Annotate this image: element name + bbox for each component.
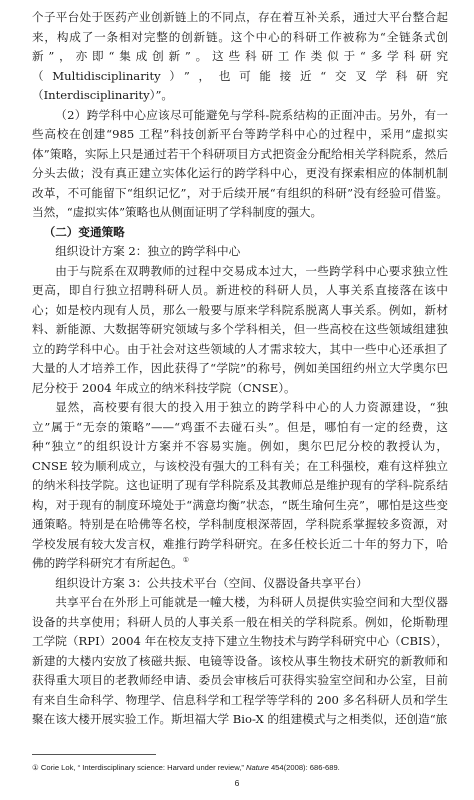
footnote: [32, 763, 452, 773]
paragraph-point-2: （2）跨学科中心应该尽可能避免与学科-院系结构的正面冲击。另外，有一些高校在创建“985 工程”科技创新平台等跨学科中心的过程中，采用“虚拟实体”策略，实际上只是通过若干个科研项目方式把资金分配给相关学科院系，然后分头去做；没有真正建立实体化运行的跨学科中心，更没有探索相应的体制机制改革，不可能留下“组织记忆”，对于后续开展“有组织的科研”没有经验可借鉴。当然，“虚拟实体”策略也从侧面证明了学科制度的强大。: [32, 107, 448, 219]
footnote-text-before: Corie Lok, “ Interdisciplinary science: Harvard under review,”: [38, 763, 247, 772]
scheme-2-heading: 组织设计方案 2：独立的跨学科中心: [55, 244, 241, 258]
scheme-2-paragraph-text: 显然，高校要有很大的投入用于独立的跨学科中心的人力资源建设，“独立”属于“无奈的策略”——“鸡蛋不去碰石头”。但是，哪怕有一定的经费，这种“独立”的组织设计方案并不容易实施。例如，奥尔巴尼分校的教授认为，CNSE 较为顺利成立，与该校没有强大的工科有关；在工科强校，难有这样独立的纳米科技学院。这也证明了现有学科院系及其教师总是维护现有的学科-院系结构，对于现有的制度环境处于“满意均衡”状态，“既生瑜何生亮”，哪怕是这些变通策略。特别是在哈佛等名校，学科制度根深蒂固，学科院系掌握较多资源，对学校发展有较大发言权，难推行跨学科研究。在多任校长近二十年的努力下，哈佛的跨学科研究才有所起色。: [32, 400, 448, 570]
footnote-reference[interactable]: ①: [182, 556, 190, 565]
section-heading: （二）变通策略: [43, 224, 125, 239]
scheme-3-heading: 组织设计方案 3：公共技术平台（空间、仪器设备共享平台）: [55, 575, 368, 590]
scheme-2-paragraph: [32, 398, 448, 574]
footnote-journal: Nature: [246, 763, 269, 772]
footnote-mark: ①: [32, 763, 39, 772]
page-number: 6: [234, 778, 240, 788]
paragraph-continued: 个子平台处于医药产业创新链上的不同点，存在着互补关系，通过大平台整合起来，构成了一条相对完整的创新链。这个中心的科研工作被称为“全链条式创新”，亦即“集成创新”。这些科研工作类似于“多学科研究（Multidisciplinarity）”，也可能接近“交叉学科研究（Interdisciplinarity）”。: [32, 10, 448, 102]
footnote-divider: [32, 754, 156, 755]
scheme-3-paragraph: 共享平台在外形上可能就是一幢大楼，为科研人员提供实验空间和大型仪器设备的共享使用；科研人员的人事关系一般在相关的学科院系。例如，伦斯勒理工学院（RPI）2004 年在校友支持下建立生物技术与跨学科研究中心（CBIS），新建的大楼内安放了核磁共振、电镜等设备。该校从事生物技术研究的新教师和获得重大项目的老教师经申请、委员会审核后可获得实验室空间和办公室，目前有来自生命科学、物理学、信息科学和工程学等学科的 200 多名科研人员和学生聚在该大楼开展实验工作。斯坦福大学 Bio-X 的组建模式与之相类似，还创造“旅: [32, 595, 448, 726]
scheme-2-paragraph: 由于与院系在双聘教师的过程中交易成本过大，一些跨学科中心要求独立性更高，即自行独立招聘科研人员。新进校的科研人员，人事关系直接落在该中心；如是校内现有人员，那么一般要与原来学科院系脱离人事关系。例如，新材料、新能源、大数据等研究领域与多个学科相关，但一些高校在这些领域组建独立的跨学科中心。由于社会对这些领域的人才需求较大，其中一些中心还承担了大量的人才培养工作，因此获得了“学院”的称号，例如美国纽约州立大学奥尔巴尼分校于 2004 年成立的纳米科技学院（CNSE）。: [32, 263, 448, 395]
body-text: [32, 8, 448, 730]
footnote-text-after: 454(2008): 686-689.: [268, 763, 340, 772]
